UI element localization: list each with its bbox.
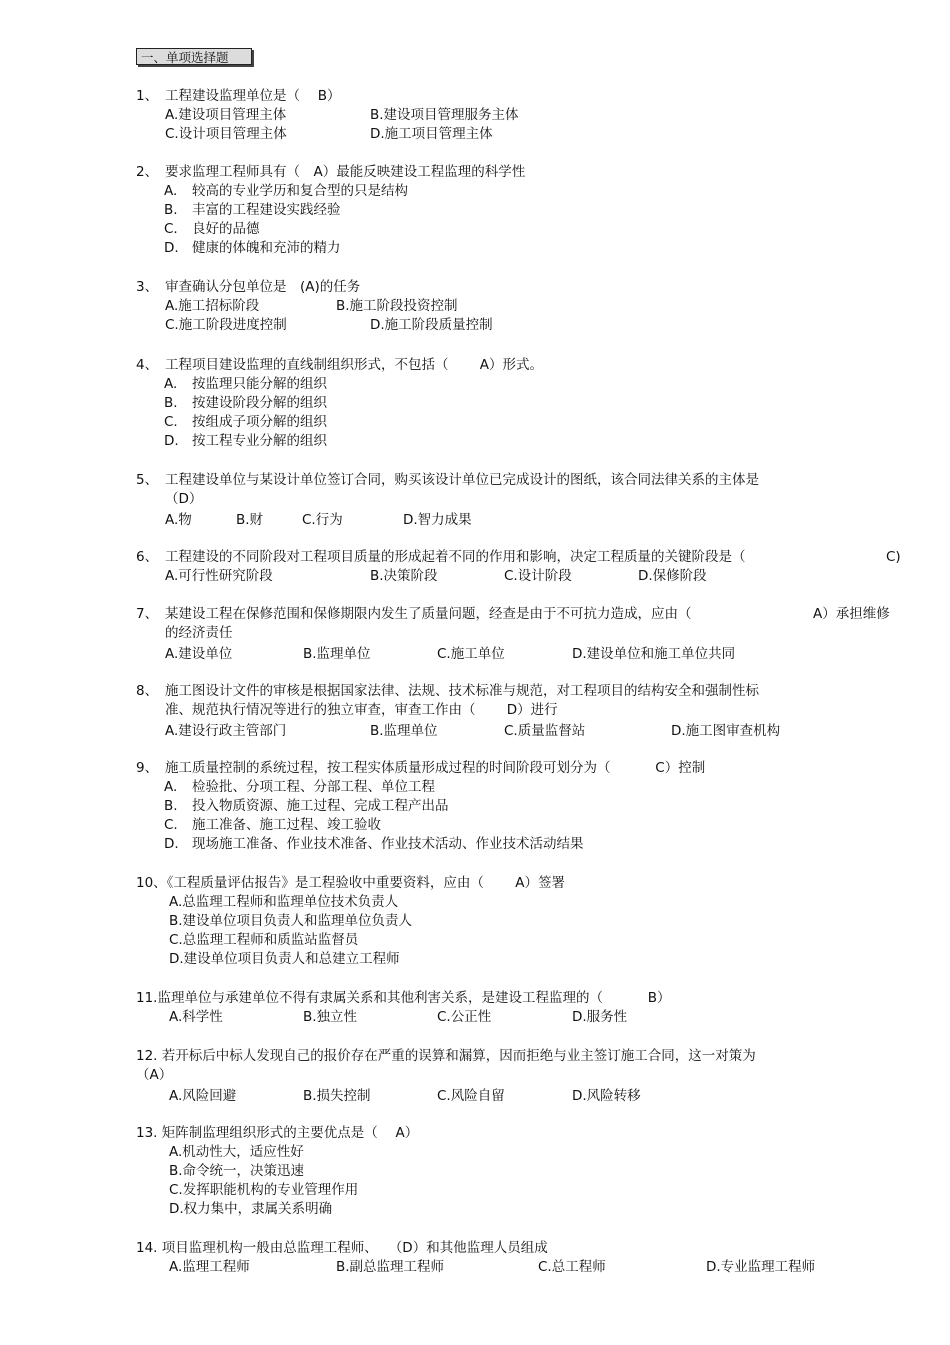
question-text-continued: （D） (165, 491, 203, 507)
option-c: 按组成子项分解的组织 (192, 414, 327, 430)
option-b: B.独立性 (303, 1009, 358, 1025)
question-text: 某建设工程在保修范围和保修期限内发生了质量问题，经查是由于不可抗力造成，应由（ (165, 606, 692, 622)
option-a: A.总监理工程师和监理单位技术负责人 (169, 894, 399, 910)
option-a: A.科学性 (169, 1009, 223, 1025)
option-d: 现场施工准备、作业技术准备、作业技术活动、作业技术活动结果 (192, 836, 584, 852)
option-a: A.施工招标阶段 (165, 298, 260, 314)
option-b: B.建设项目管理服务主体 (370, 107, 519, 123)
option-a: A.建设项目管理主体 (165, 107, 287, 123)
question-text: 11.监理单位与承建单位不得有隶属关系和其他利害关系，是建设工程监理的（ B） (136, 990, 671, 1006)
option-label: C. (164, 817, 178, 833)
option-a: A.机动性大，适应性好 (169, 1144, 304, 1160)
section-title: 一、单项选择题 (136, 48, 252, 65)
option-a: A.风险回避 (169, 1088, 237, 1104)
option-d: D.保修阶段 (638, 568, 707, 584)
question-number: 9、 (136, 760, 159, 776)
option-a: 按监理只能分解的组织 (192, 376, 327, 392)
option-b: B.损失控制 (303, 1088, 371, 1104)
option-c: C.发挥职能机构的专业管理作用 (169, 1182, 359, 1198)
option-c: 良好的品德 (192, 221, 260, 237)
question-number: 1、 (136, 88, 159, 104)
option-b: B.财 (236, 512, 264, 528)
question-text: 12. 若开标后中标人发现自己的报价存在严重的误算和漏算，因而拒绝与业主签订施工合同，这一对策为 (136, 1048, 756, 1064)
question-text: 工程建设的不同阶段对工程项目质量的形成起着不同的作用和影响，决定工程质量的关键阶段是（ (165, 549, 746, 565)
option-a: A.可行性研究阶段 (165, 568, 273, 584)
question-number: 5、 (136, 472, 159, 488)
option-c: C.施工阶段进度控制 (165, 317, 287, 333)
option-a: A.监理工程师 (169, 1259, 250, 1275)
option-b: B.决策阶段 (370, 568, 438, 584)
question-7 (136, 605, 890, 664)
option-c: C.施工单位 (437, 646, 505, 662)
option-label: B. (164, 798, 178, 814)
option-d: D.建设单位和施工单位共同 (572, 646, 736, 662)
question-number: 2、 (136, 164, 159, 180)
option-c: C.设计阶段 (504, 568, 572, 584)
option-label: A. (164, 183, 178, 199)
question-text: 审查确认分包单位是 (A)的任务 (165, 279, 361, 295)
question-text: 13. 矩阵制监理组织形式的主要优点是（ A） (136, 1125, 419, 1141)
option-c: C.行为 (302, 512, 343, 528)
option-b: B.监理单位 (370, 723, 438, 739)
option-d: 按工程专业分解的组织 (192, 433, 327, 449)
option-d: D.建设单位项目负责人和总建立工程师 (169, 951, 400, 967)
option-d: D.施工图审查机构 (671, 723, 781, 739)
question-text: 工程建设单位与某设计单位签订合同，购买该设计单位已完成设计的图纸，该合同法律关系的主体是 (165, 472, 759, 488)
option-b: B.监理单位 (303, 646, 371, 662)
question-text: 工程建设监理单位是（ B） (165, 88, 341, 104)
option-d: D.服务性 (572, 1009, 628, 1025)
option-label: C. (164, 414, 178, 430)
option-d: D.权力集中，隶属关系明确 (169, 1201, 333, 1217)
question-number: 8、 (136, 683, 159, 699)
option-label: C. (164, 221, 178, 237)
option-d: D.施工阶段质量控制 (370, 317, 493, 333)
question-text-continued: （A） (136, 1067, 173, 1083)
option-label: B. (164, 395, 178, 411)
question-text: 施工图设计文件的审核是根据国家法律、法规、技术标准与规范，对工程项目的结构安全和强制性标 (165, 683, 759, 699)
option-b: 投入物质资源、施工过程、完成工程产出品 (192, 798, 449, 814)
option-label: D. (164, 433, 179, 449)
option-c: C.设计项目管理主体 (165, 126, 287, 142)
option-b: B.施工阶段投资控制 (336, 298, 458, 314)
option-a: 检验批、分项工程、分部工程、单位工程 (192, 779, 435, 795)
question-text-continued: 准、规范执行情况等进行的独立审查，审查工作由（ D）进行 (165, 702, 558, 718)
option-a: 较高的专业学历和复合型的只是结构 (192, 183, 408, 199)
option-a: A.建设行政主管部门 (165, 723, 287, 739)
option-c: C.总工程师 (538, 1259, 606, 1275)
answer-text: A）承担维修 (813, 606, 890, 622)
option-b: B.副总监理工程师 (336, 1259, 445, 1275)
option-label: A. (164, 376, 178, 392)
option-c: C.总监理工程师和质监站监督员 (169, 932, 359, 948)
option-b: B.命令统一，决策迅速 (169, 1163, 305, 1179)
option-d: D.施工项目管理主体 (370, 126, 493, 142)
option-c: C.风险自留 (437, 1088, 505, 1104)
option-d: D.智力成果 (403, 512, 472, 528)
option-label: D. (164, 240, 179, 256)
option-d: 健康的体魄和充沛的精力 (192, 240, 341, 256)
option-c: C.质量监督站 (504, 723, 586, 739)
option-c: 施工准备、施工过程、竣工验收 (192, 817, 381, 833)
answer-text: C) (886, 549, 901, 565)
option-a: A.物 (165, 512, 192, 528)
question-text-continued: 的经济责任 (165, 625, 233, 641)
question-text: 14. 项目监理机构一般由总监理工程师、 （D）和其他监理人员组成 (136, 1240, 548, 1256)
option-b: 按建设阶段分解的组织 (192, 395, 327, 411)
question-number: 4、 (136, 357, 159, 373)
question-text: 10、《工程质量评估报告》是工程验收中重要资料，应由（ A）签署 (136, 875, 565, 891)
option-label: B. (164, 202, 178, 218)
option-label: D. (164, 836, 179, 852)
question-text: 要求监理工程师具有（ A）最能反映建设工程监理的科学性 (165, 164, 526, 180)
question-number: 3、 (136, 279, 159, 295)
question-8 (136, 682, 781, 741)
option-d: D.专业监理工程师 (706, 1259, 816, 1275)
option-b: B.建设单位项目负责人和监理单位负责人 (169, 913, 413, 929)
option-d: D.风险转移 (572, 1088, 641, 1104)
option-b: 丰富的工程建设实践经验 (192, 202, 341, 218)
option-a: A.建设单位 (165, 646, 233, 662)
question-text: 工程项目建设监理的直线制组织形式，不包括（ A）形式。 (165, 357, 544, 373)
question-text: 施工质量控制的系统过程，按工程实体质量形成过程的时间阶段可划分为（ C）控制 (165, 760, 706, 776)
option-c: C.公正性 (437, 1009, 492, 1025)
question-5 (136, 471, 759, 530)
option-label: A. (164, 779, 178, 795)
question-number: 7、 (136, 606, 159, 622)
question-number: 6、 (136, 549, 159, 565)
